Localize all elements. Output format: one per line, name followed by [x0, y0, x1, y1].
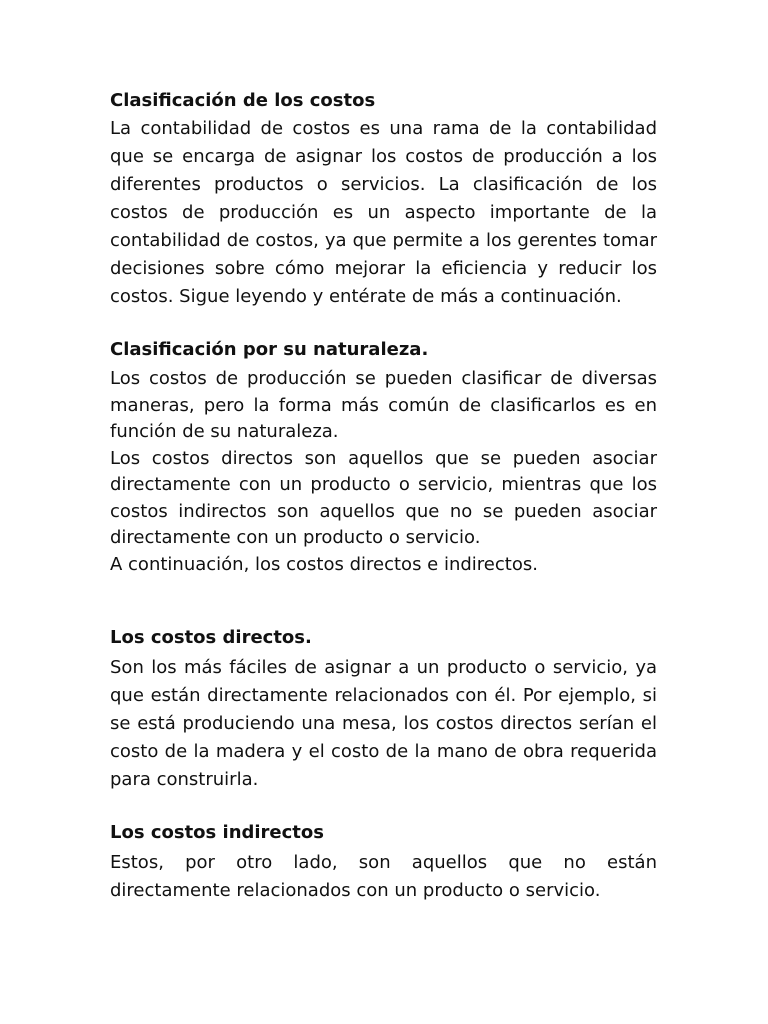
section-heading-indirectos: Los costos indirectos: [110, 822, 324, 843]
spacer: [110, 578, 657, 624]
paragraph-directos: Son los más fáciles de asignar a un producto o servicio, ya que están directamente relacionados con él. Por ejemplo, si se está produciendo una mesa, los costos directos serían el costo de la madera y el costo de la mano de obra requerida para construirla.: [110, 657, 657, 790]
paragraph-intro: La contabilidad de costos es una rama de la contabilidad que se encarga de asignar los costos de producción a los diferentes productos o servicios. La clasificación de los costos de producción es un aspecto importante de la contabilidad de costos, ya que permite a los gerentes tomar decisiones sobre cómo mejorar la eficiencia y reducir los costos. Sigue leyendo y entérate de más a continuación.: [110, 118, 657, 307]
spacer: [110, 311, 657, 336]
section-heading-clasificacion: Clasificación de los costos: [110, 90, 376, 111]
spacer: [110, 794, 657, 819]
paragraph-indirectos: Estos, por otro lado, son aquellos que no están directamente relacionados con un producto o servicio.: [110, 852, 657, 901]
section-heading-naturaleza: Clasificación por su naturaleza.: [110, 339, 429, 360]
section-heading-directos: Los costos directos.: [110, 627, 312, 648]
paragraph-naturaleza-2: Los costos directos son aquellos que se pueden asociar directamente con un producto o servicio, mientras que los costos indirectos son aquellos que no se pueden asociar directamente con un producto o servicio.: [110, 447, 657, 548]
paragraph-naturaleza-1: Los costos de producción se pueden clasificar de diversas maneras, pero la forma más común de clasificarlos es en función de su naturaleza.: [110, 368, 657, 442]
document-page: [110, 87, 657, 905]
paragraph-naturaleza-3: A continuación, los costos directos e indirectos.: [110, 553, 538, 575]
